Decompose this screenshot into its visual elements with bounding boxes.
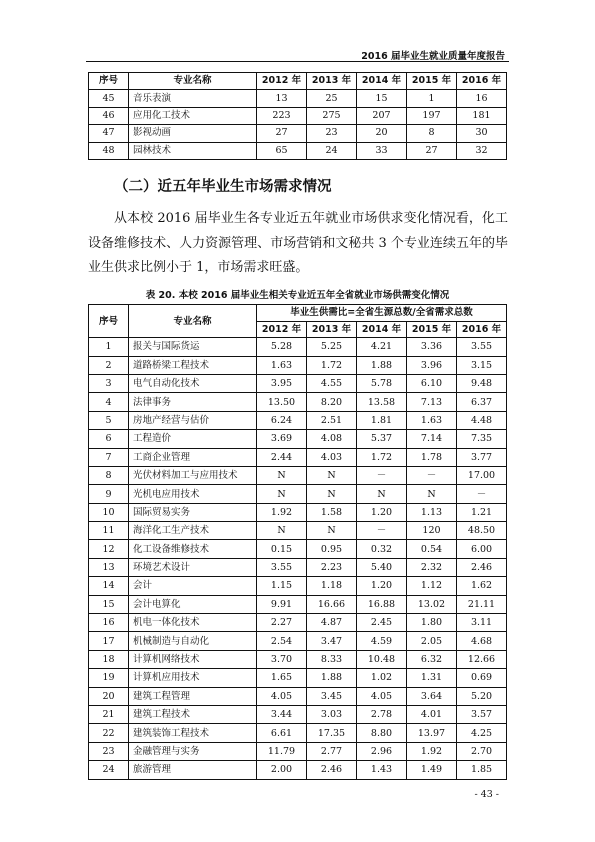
table-cell: 6.61 — [257, 724, 307, 742]
column-header: 2015 年 — [407, 73, 457, 90]
table-cell: N — [307, 485, 357, 503]
table-cell: 48.50 — [457, 522, 507, 540]
table-cell: 3.70 — [257, 650, 307, 668]
table-cell: 1.92 — [257, 503, 307, 521]
table-cell: 13 — [89, 558, 129, 576]
table-cell: 1.63 — [257, 356, 307, 374]
table-cell: 4.03 — [307, 448, 357, 466]
table-cell: 1 — [407, 90, 457, 107]
table-row — [89, 485, 507, 503]
major-name-cell: 报关与国际货运 — [129, 338, 257, 356]
column-header-major: 专业名称 — [129, 305, 257, 338]
table-cell: 1.21 — [457, 503, 507, 521]
table-cell: 1.88 — [357, 356, 407, 374]
table-cell: 1.72 — [357, 448, 407, 466]
table-row — [89, 503, 507, 521]
table-cell: 11.79 — [257, 742, 307, 760]
table-row — [89, 374, 507, 392]
table-cell: N — [307, 466, 357, 484]
table-cell: 4.25 — [457, 724, 507, 742]
table-cell: 8.80 — [357, 724, 407, 742]
table-cell: 3.95 — [257, 374, 307, 392]
table-cell: 6.00 — [457, 540, 507, 558]
table-row — [89, 356, 507, 374]
column-header-year: 2014 年 — [357, 321, 407, 338]
column-header: 2013 年 — [307, 73, 357, 90]
table-cell: 6.32 — [407, 650, 457, 668]
table-header-row — [89, 305, 507, 322]
table-row — [89, 558, 507, 576]
table-cell: 2.51 — [307, 411, 357, 429]
table-cell: 20 — [357, 125, 407, 142]
table-cell: 6.24 — [257, 411, 307, 429]
table-cell: 9 — [89, 485, 129, 503]
table-cell: 9.48 — [457, 374, 507, 392]
table-cell: 1 — [89, 338, 129, 356]
table-cell: 21 — [89, 706, 129, 724]
table-cell: 7 — [89, 448, 129, 466]
table-cell: 5 — [89, 411, 129, 429]
column-header-year: 2012 年 — [257, 321, 307, 338]
table-cell: 16 — [89, 614, 129, 632]
table-caption: 表 20. 本校 2016 届毕业生相关专业近五年全省就业市场供需变化情况 — [145, 290, 450, 301]
table-cell: 5.37 — [357, 430, 407, 448]
table-cell: 3.36 — [407, 338, 457, 356]
major-name-cell: 机电一体化技术 — [129, 614, 257, 632]
table-cell: 3.44 — [257, 706, 307, 724]
table-cell: 20 — [89, 687, 129, 705]
table-cell: 4.48 — [457, 411, 507, 429]
table-row — [89, 430, 507, 448]
table-row — [89, 706, 507, 724]
table-row — [89, 650, 507, 668]
table-cell: 3.96 — [407, 356, 457, 374]
table-cell: 1.65 — [257, 669, 307, 687]
table-cell: 5.78 — [357, 374, 407, 392]
table-cell: 13.02 — [407, 595, 457, 613]
table-cell: 3.55 — [257, 558, 307, 576]
column-header: 2014 年 — [357, 73, 407, 90]
table-row — [89, 669, 507, 687]
table-row — [89, 125, 507, 142]
table-cell: 13.97 — [407, 724, 457, 742]
table-cell: 17.00 — [457, 466, 507, 484]
table-cell: 23 — [307, 125, 357, 142]
table-cell: 1.63 — [407, 411, 457, 429]
table-cell: 1.72 — [307, 356, 357, 374]
table-cell: 2.45 — [357, 614, 407, 632]
table-cell: 2.77 — [307, 742, 357, 760]
table-cell: 3.47 — [307, 632, 357, 650]
table-cell: 15 — [89, 595, 129, 613]
table-cell: 4.08 — [307, 430, 357, 448]
table-row — [89, 90, 507, 107]
graduate-count-table — [88, 72, 507, 160]
table-cell: 207 — [357, 107, 407, 124]
table-cell: 2.23 — [307, 558, 357, 576]
table-cell: 15 — [357, 90, 407, 107]
table-cell: 6.37 — [457, 393, 507, 411]
table-cell: － — [457, 485, 507, 503]
table-row — [89, 448, 507, 466]
table-cell: － — [407, 466, 457, 484]
table-cell: 4 — [89, 393, 129, 411]
table-cell: 18 — [89, 650, 129, 668]
table-row — [89, 522, 507, 540]
table-cell: 2.00 — [257, 761, 307, 779]
table-cell: 4.68 — [457, 632, 507, 650]
major-name-cell: 建筑工程管理 — [129, 687, 257, 705]
table-cell: 16.88 — [357, 595, 407, 613]
table-row — [89, 742, 507, 760]
table-cell: 17 — [89, 632, 129, 650]
major-name-cell: 国际贸易实务 — [129, 503, 257, 521]
supply-demand-ratio-table — [88, 304, 507, 780]
major-name-cell: 环境艺术设计 — [129, 558, 257, 576]
table-cell: 13 — [257, 90, 307, 107]
major-name-cell: 会计 — [129, 577, 257, 595]
table-cell: 27 — [407, 142, 457, 159]
table-cell: 4.01 — [407, 706, 457, 724]
table-cell: － — [357, 522, 407, 540]
major-name-cell: 影视动画 — [129, 125, 257, 142]
major-name-cell: 工程造价 — [129, 430, 257, 448]
table-cell: 1.13 — [407, 503, 457, 521]
column-header-year: 2016 年 — [457, 321, 507, 338]
table-cell: 4.21 — [357, 338, 407, 356]
table-cell: 2.78 — [357, 706, 407, 724]
table-cell: 1.43 — [357, 761, 407, 779]
table-cell: 47 — [89, 125, 129, 142]
table-cell: 1.12 — [407, 577, 457, 595]
table-cell: 1.20 — [357, 503, 407, 521]
table-cell: 10.48 — [357, 650, 407, 668]
table-cell: 6.10 — [407, 374, 457, 392]
table-cell: 48 — [89, 142, 129, 159]
table-cell: 0.95 — [307, 540, 357, 558]
table-cell: 1.58 — [307, 503, 357, 521]
table-row — [89, 142, 507, 159]
column-header: 专业名称 — [129, 73, 257, 90]
table-cell: 4.55 — [307, 374, 357, 392]
table-cell: 1.92 — [407, 742, 457, 760]
table-cell: 1.85 — [457, 761, 507, 779]
table-cell: 2.44 — [257, 448, 307, 466]
table-cell: 19 — [89, 669, 129, 687]
table-cell: 1.20 — [357, 577, 407, 595]
table-cell: 3.69 — [257, 430, 307, 448]
table-row — [89, 595, 507, 613]
major-name-cell: 机械制造与自动化 — [129, 632, 257, 650]
column-header: 2016 年 — [457, 73, 507, 90]
table-cell: 120 — [407, 522, 457, 540]
table-row — [89, 632, 507, 650]
major-name-cell: 光机电应用技术 — [129, 485, 257, 503]
table-cell: 4.59 — [357, 632, 407, 650]
table-row — [89, 338, 507, 356]
major-name-cell: 建筑装饰工程技术 — [129, 724, 257, 742]
page-number: - 43 - — [474, 789, 499, 800]
table-cell: 1.78 — [407, 448, 457, 466]
table-cell: 4.87 — [307, 614, 357, 632]
table-cell: 8 — [407, 125, 457, 142]
table-cell: 8 — [89, 466, 129, 484]
table-cell: 4.05 — [357, 687, 407, 705]
table-cell: 0.32 — [357, 540, 407, 558]
table-row — [89, 614, 507, 632]
major-name-cell: 海洋化工生产技术 — [129, 522, 257, 540]
table-cell: 3.03 — [307, 706, 357, 724]
major-name-cell: 会计电算化 — [129, 595, 257, 613]
table-cell: 65 — [257, 142, 307, 159]
table-row — [89, 724, 507, 742]
table-cell: 7.13 — [407, 393, 457, 411]
column-header-year: 2015 年 — [407, 321, 457, 338]
major-name-cell: 应用化工技术 — [129, 107, 257, 124]
major-name-cell: 道路桥梁工程技术 — [129, 356, 257, 374]
table-cell: 11 — [89, 522, 129, 540]
major-name-cell: 旅游管理 — [129, 761, 257, 779]
column-header-seq: 序号 — [89, 305, 129, 338]
major-name-cell: 金融管理与实务 — [129, 742, 257, 760]
major-name-cell: 计算机应用技术 — [129, 669, 257, 687]
table-cell: 33 — [357, 142, 407, 159]
major-name-cell: 园林技术 — [129, 142, 257, 159]
table-row — [89, 540, 507, 558]
table-cell: 16.66 — [307, 595, 357, 613]
table-cell: 23 — [89, 742, 129, 760]
major-name-cell: 电气自动化技术 — [129, 374, 257, 392]
table-cell: 5.20 — [457, 687, 507, 705]
section-heading: （二）近五年毕业生市场需求情况 — [114, 179, 332, 195]
table-cell: 8.20 — [307, 393, 357, 411]
table-cell: 1.31 — [407, 669, 457, 687]
table-cell: 1.88 — [307, 669, 357, 687]
table-cell: 10 — [89, 503, 129, 521]
table-cell: 2 — [89, 356, 129, 374]
major-name-cell: 建筑工程技术 — [129, 706, 257, 724]
table-cell: 16 — [457, 90, 507, 107]
table-cell: 7.14 — [407, 430, 457, 448]
table-cell: 30 — [457, 125, 507, 142]
table-row — [89, 411, 507, 429]
table-cell: 3.57 — [457, 706, 507, 724]
table-row — [89, 466, 507, 484]
column-header-year: 2013 年 — [307, 321, 357, 338]
table-cell: 0.69 — [457, 669, 507, 687]
table-cell: 22 — [89, 724, 129, 742]
table-cell: 1.80 — [407, 614, 457, 632]
table-cell: 12.66 — [457, 650, 507, 668]
table-cell: 2.32 — [407, 558, 457, 576]
major-name-cell: 工商企业管理 — [129, 448, 257, 466]
table-cell: 1.49 — [407, 761, 457, 779]
table-row — [89, 761, 507, 779]
table-cell: 13.50 — [257, 393, 307, 411]
table-cell: 5.40 — [357, 558, 407, 576]
table-cell: N — [257, 522, 307, 540]
table-cell: 275 — [307, 107, 357, 124]
table-cell: 12 — [89, 540, 129, 558]
table-cell: 9.91 — [257, 595, 307, 613]
table-cell: 1.62 — [457, 577, 507, 595]
table-cell: 4.05 — [257, 687, 307, 705]
table-cell: 3.11 — [457, 614, 507, 632]
major-name-cell: 房地产经营与估价 — [129, 411, 257, 429]
table-cell: 2.05 — [407, 632, 457, 650]
table-cell: N — [307, 522, 357, 540]
table-cell: 32 — [457, 142, 507, 159]
table-cell: 1.02 — [357, 669, 407, 687]
table-cell: N — [357, 485, 407, 503]
table-cell: 6 — [89, 430, 129, 448]
table-cell: 46 — [89, 107, 129, 124]
table-body — [89, 90, 507, 160]
table-row — [89, 393, 507, 411]
table-cell: 24 — [307, 142, 357, 159]
table-cell: 1.15 — [257, 577, 307, 595]
table-cell: 197 — [407, 107, 457, 124]
table-cell: 13.58 — [357, 393, 407, 411]
table-row — [89, 687, 507, 705]
table-cell: 2.54 — [257, 632, 307, 650]
table-cell: 0.15 — [257, 540, 307, 558]
table-header-row — [89, 73, 507, 90]
table-cell: 1.81 — [357, 411, 407, 429]
section-paragraph: 从本校 2016 届毕业生各专业近五年就业市场供求变化情况看，化工设备维修技术、人力资源管理、市场营销和文秘共 3 个专业连续五年的毕业生供求比例小于 1，市场需求旺盛。 — [88, 211, 508, 275]
table-cell: N — [257, 466, 307, 484]
column-header: 2012 年 — [257, 73, 307, 90]
table-cell: 7.35 — [457, 430, 507, 448]
table-cell: 45 — [89, 90, 129, 107]
table-cell: 2.46 — [457, 558, 507, 576]
table-cell: 223 — [257, 107, 307, 124]
table-cell: N — [257, 485, 307, 503]
table-cell: 5.25 — [307, 338, 357, 356]
major-name-cell: 计算机网络技术 — [129, 650, 257, 668]
table-cell: 27 — [257, 125, 307, 142]
major-name-cell: 音乐表演 — [129, 90, 257, 107]
column-group-header: 毕业生供需比=全省生源总数/全省需求总数 — [257, 305, 507, 322]
table-cell: 2.96 — [357, 742, 407, 760]
column-header: 序号 — [89, 73, 129, 90]
table-cell: 8.33 — [307, 650, 357, 668]
table-cell: － — [357, 466, 407, 484]
table-cell: 3.64 — [407, 687, 457, 705]
major-name-cell: 光伏材料加工与应用技术 — [129, 466, 257, 484]
table-row — [89, 577, 507, 595]
table-cell: 5.28 — [257, 338, 307, 356]
table-cell: 21.11 — [457, 595, 507, 613]
table-cell: 3.15 — [457, 356, 507, 374]
table-cell: N — [407, 485, 457, 503]
table-cell: 3 — [89, 374, 129, 392]
header-rule — [86, 61, 509, 62]
running-header: 2016 届毕业生就业质量年度报告 — [361, 51, 505, 62]
table-cell: 24 — [89, 761, 129, 779]
table-cell: 25 — [307, 90, 357, 107]
table-body — [89, 338, 507, 779]
table-cell: 3.45 — [307, 687, 357, 705]
major-name-cell: 化工设备维修技术 — [129, 540, 257, 558]
table-cell: 2.70 — [457, 742, 507, 760]
table-cell: 0.54 — [407, 540, 457, 558]
table-cell: 2.27 — [257, 614, 307, 632]
table-cell: 3.77 — [457, 448, 507, 466]
major-name-cell: 法律事务 — [129, 393, 257, 411]
table-cell: 2.46 — [307, 761, 357, 779]
table-cell: 181 — [457, 107, 507, 124]
table-cell: 17.35 — [307, 724, 357, 742]
table-row — [89, 107, 507, 124]
table-cell: 3.55 — [457, 338, 507, 356]
table-cell: 14 — [89, 577, 129, 595]
table-cell: 1.18 — [307, 577, 357, 595]
